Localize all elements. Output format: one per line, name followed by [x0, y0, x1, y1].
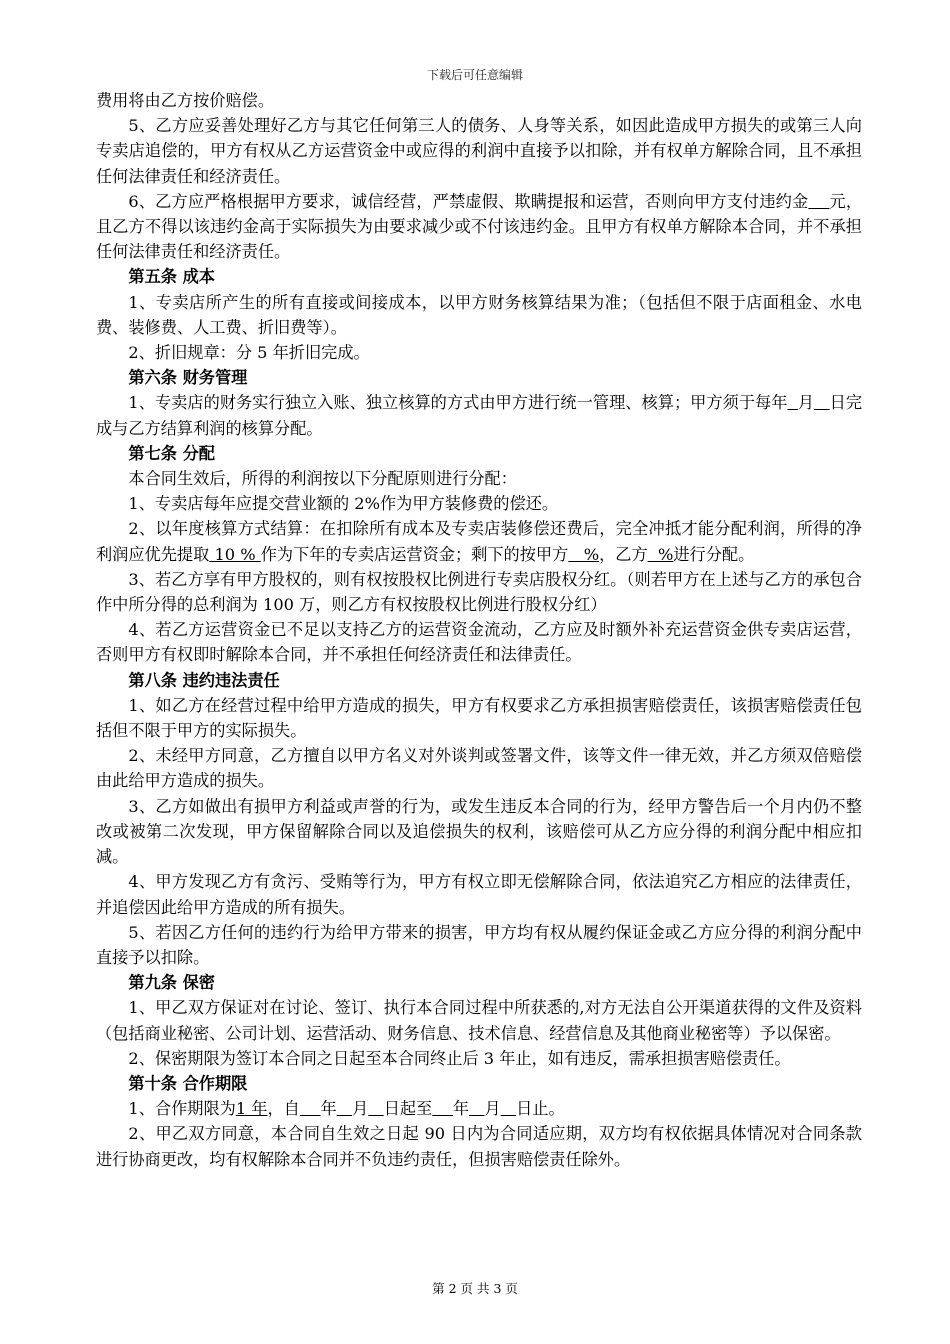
text-run: 5、若因乙方任何的违约行为给甲方带来的损害，甲方均有权从履约保证金或乙方应分得的利润分配中直接予以扣除。: [96, 922, 862, 967]
fill-blank: [337, 1099, 352, 1118]
paragraph: [96, 743, 862, 793]
paragraph: [96, 113, 862, 189]
text-run: 2、未经甲方同意，乙方擅自以甲方名义对外谈判或签署文件，该等文件一律无效，并乙方须双倍赔偿由此给甲方造成的损失。: [96, 746, 862, 791]
text-run: ，自: [267, 1099, 300, 1119]
fill-blank: 10 %: [209, 544, 261, 564]
text-run: 1、合作期限为: [128, 1099, 236, 1119]
text-run: 第十条 合作期限: [128, 1073, 248, 1093]
paragraph: [96, 995, 862, 1045]
text-run: 日止。: [516, 1099, 565, 1119]
text-run: 6、乙方应严格根据甲方要求，诚信经营，严禁虚假、欺瞒提报和运营，否则向甲方支付违约金: [128, 191, 809, 211]
fill-blank: [501, 1099, 516, 1118]
paragraph: [96, 920, 862, 970]
text-run: 第七条 分配: [128, 443, 215, 463]
text-run: 第八条 违约违法责任: [128, 670, 280, 690]
fill-blank: [808, 192, 829, 211]
paragraph: [96, 617, 862, 667]
paragraph: [96, 491, 862, 516]
paragraph: [96, 1046, 862, 1071]
section-heading: [96, 365, 862, 390]
text-run: 第九条 保密: [128, 973, 215, 993]
paragraph: [96, 516, 862, 566]
section-heading: [96, 668, 862, 693]
fill-blank: [368, 1099, 383, 1118]
text-run: 月: [484, 1099, 501, 1119]
text-run: 1、甲乙双方保证对在讨论、签订、执行本合同过程中所获悉的,对方无法自公开渠道获得的文件及资料（包括商业秘密、公司计划、运营活动、财务信息、技术信息、经营信息及其他商业秘密等）予以保密。: [96, 998, 862, 1043]
text-run: 元，且乙方不得以该违约金高于实际损失为由要求减少或不付该违约金。且甲方有权单方解除本合同，并不承担任何法律责任和经济责任。: [96, 191, 863, 262]
paragraph: [96, 794, 862, 870]
fill-blank: [300, 1099, 321, 1118]
text-run: 2、折旧规章：分 5 年折旧完成。: [128, 343, 370, 363]
paragraph: [96, 390, 862, 440]
fill-blank: [432, 1099, 453, 1118]
paragraph: [96, 1096, 862, 1121]
paragraph: [96, 189, 862, 265]
text-run: 日完成与乙方结算利润的核算分配。: [96, 393, 863, 438]
text-run: 4、甲方发现乙方有贪污、受贿等行为，甲方有权立即无偿解除合同，依法追究乙方相应的法律责任，并追偿因此给甲方造成的所有损失。: [96, 872, 862, 917]
text-run: 4、若乙方运营资金已不足以支持乙方的运营资金流动，乙方应及时额外补充运营资金供专卖店运营，否则甲方有权即时解除本合同，并不承担任何经济责任和法律责任。: [96, 620, 862, 665]
text-run: 日起至: [383, 1099, 433, 1119]
page-header: 下载后可任意编辑: [426, 68, 523, 82]
text-run: 第五条 成本: [128, 267, 215, 287]
text-run: 1、专卖店每年应提交营业额的 2%作为甲方装修费的偿还。: [128, 494, 559, 514]
section-heading: [96, 1071, 862, 1096]
paragraph: [96, 693, 862, 743]
paragraph: [96, 869, 862, 919]
text-run: 1、专卖店所产生的所有直接或间接成本，以甲方财务核算结果为准；（包括但不限于店面租金、水电费、装修费、人工费、折旧费等）。: [96, 292, 862, 337]
text-run: 2、保密期限为签订本合同之日起至本合同终止后 3 年止，如有违反，需承担损害赔偿责任。: [128, 1048, 791, 1068]
fill-blank: 1 年: [235, 1099, 268, 1119]
text-run: 年: [320, 1099, 337, 1119]
text-run: 5、乙方应妥善处理好乙方与其它任何第三人的债务、人身等关系，如因此造成甲方损失的或第三人向专卖店追偿的，甲方有权从乙方运营资金中或应得的利润中直接予以扣除，并有权单方解除合同，且不承担任何法律责任和经济责任。: [96, 116, 862, 186]
fill-blank: [787, 393, 797, 412]
paragraph: [96, 88, 862, 113]
text-run: 第六条 财务管理: [128, 368, 248, 388]
paragraph: [96, 567, 862, 617]
text-run: 月: [352, 1099, 369, 1119]
fill-blank: [814, 393, 830, 412]
text-run: 3、若乙方享有甲方股权的，则有权按股权比例进行专卖店股权分红。（则若甲方在上述与乙方的承包合作中所分得的总利润为 100 万，则乙方有权按股权比例进行股权分红）: [96, 569, 862, 615]
document-body: [96, 88, 862, 1172]
fill-blank: [469, 1099, 484, 1118]
section-heading: [96, 970, 862, 995]
text-run: 进行分配。: [673, 544, 755, 564]
text-run: 本合同生效后，所得的利润按以下分配原则进行分配：: [128, 469, 517, 489]
text-run: 2、以年度核算方式结算：在扣除所有成本及专卖店装修偿还费后，完全冲抵才能分配利润，所得的净利润应优先提取: [96, 519, 862, 564]
paragraph: [96, 466, 862, 491]
text-run: 作为下年的专卖店运营资金；剩下的按甲方: [260, 544, 569, 564]
text-run: ，乙方: [599, 544, 648, 564]
text-run: 年: [452, 1099, 470, 1119]
text-run: 1、专卖店的财务实行独立入账、独立核算的方式由甲方进行统一管理、核算；甲方须于每年: [128, 393, 788, 413]
paragraph: [96, 290, 862, 340]
text-run: 2、甲乙双方同意，本合同自生效之日起 90 日内为合同适应期，双方均有权依据具体情况对合同条款进行协商更改，均有权解除本合同并不负违约责任，但损害赔偿责任除外。: [96, 1124, 862, 1169]
paragraph: [96, 340, 862, 365]
text-run: 月: [797, 393, 815, 413]
section-heading: [96, 264, 862, 289]
paragraph: [96, 1121, 862, 1171]
text-run: 3、乙方如做出有损甲方利益或声誉的行为，或发生违反本合同的行为，经甲方警告后一个月内仍不整改或被第二次发现，甲方保留解除合同以及追偿损失的权利，该赔偿可从乙方应分得的利润分配中相应扣减。: [96, 796, 862, 867]
fill-blank: %: [647, 544, 674, 564]
section-heading: [96, 441, 862, 466]
text-run: 1、如乙方在经营过程中给甲方造成的损失，甲方有权要求乙方承担损害赔偿责任，该损害赔偿责任包括但不限于甲方的实际损失。: [96, 695, 862, 741]
fill-blank: %: [568, 544, 600, 564]
text-run: 费用将由乙方按价赔偿。: [96, 91, 275, 110]
page-footer: 第 2 页 共 3 页: [432, 1281, 518, 1296]
